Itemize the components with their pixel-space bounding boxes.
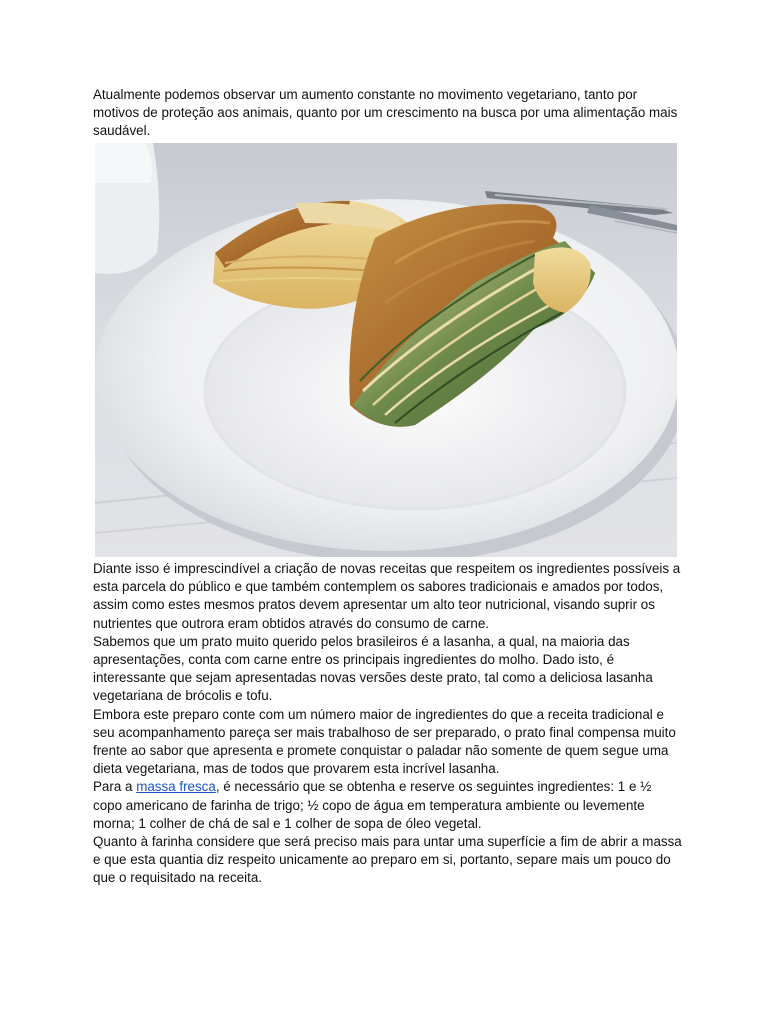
paragraph: Embora este preparo conte com um número maior de ingredientes do que a receita tradicional e seu acompanhamento pareça ser mais trabalhoso de ser preparado, o prato final compensa muito frente ao sabor que apresenta e promete conquistar o paladar não somente de quem segue uma dieta vegetariana, mas de todos que provarem esta incrível lasanha.	[93, 706, 676, 777]
massa-suffix: , é necessário que se obtenha e reserve os seguintes ingredientes: 1 e ½ copo americano de farinha de trigo; ½ copo de água em temperatura ambiente ou levemente morna; 1 colher de chá de sal e 1 colher de sopa de óleo vegetal.	[93, 779, 652, 831]
body-block	[93, 560, 683, 888]
food-photo	[95, 143, 677, 557]
massa-prefix: Para a	[93, 779, 137, 795]
intro-block	[93, 86, 683, 141]
massa-fresca-link[interactable]: massa fresca	[136, 779, 216, 795]
massa-paragraph	[93, 778, 683, 833]
farinha-paragraph: Quanto à farinha considere que será preciso mais para untar uma superfície a fim de abrir a massa e que esta quantia diz respeito unicamente ao preparo em si, portanto, separe mais um pouco do que o requisitado na receita.	[93, 834, 682, 886]
paragraph: Sabemos que um prato muito querido pelos brasileiros é a lasanha, a qual, na maioria das apresentações, conta com carne entre os principais ingredientes do molho. Dado isto, é interessante que sejam apresentadas novas versões deste prato, tal como a deliciosa lasanha vegetariana de brócolis e tofu.	[93, 633, 653, 704]
paragraph: Diante isso é imprescindível a criação de novas receitas que respeitem os ingredientes possíveis a esta parcela do público e que também contemplem os sabores tradicionais e amados por todos, assim como estes mesmos pratos devem apresentar um alto teor nutricional, visando suprir os nutrientes que outrora eram obtidos através do consumo de carne.	[93, 561, 681, 631]
intro-paragraph: Atualmente podemos observar um aumento constante no movimento vegetariano, tanto por motivos de proteção aos animais, quanto por um crescimento na busca por uma alimentação mais saudável.	[93, 87, 678, 139]
